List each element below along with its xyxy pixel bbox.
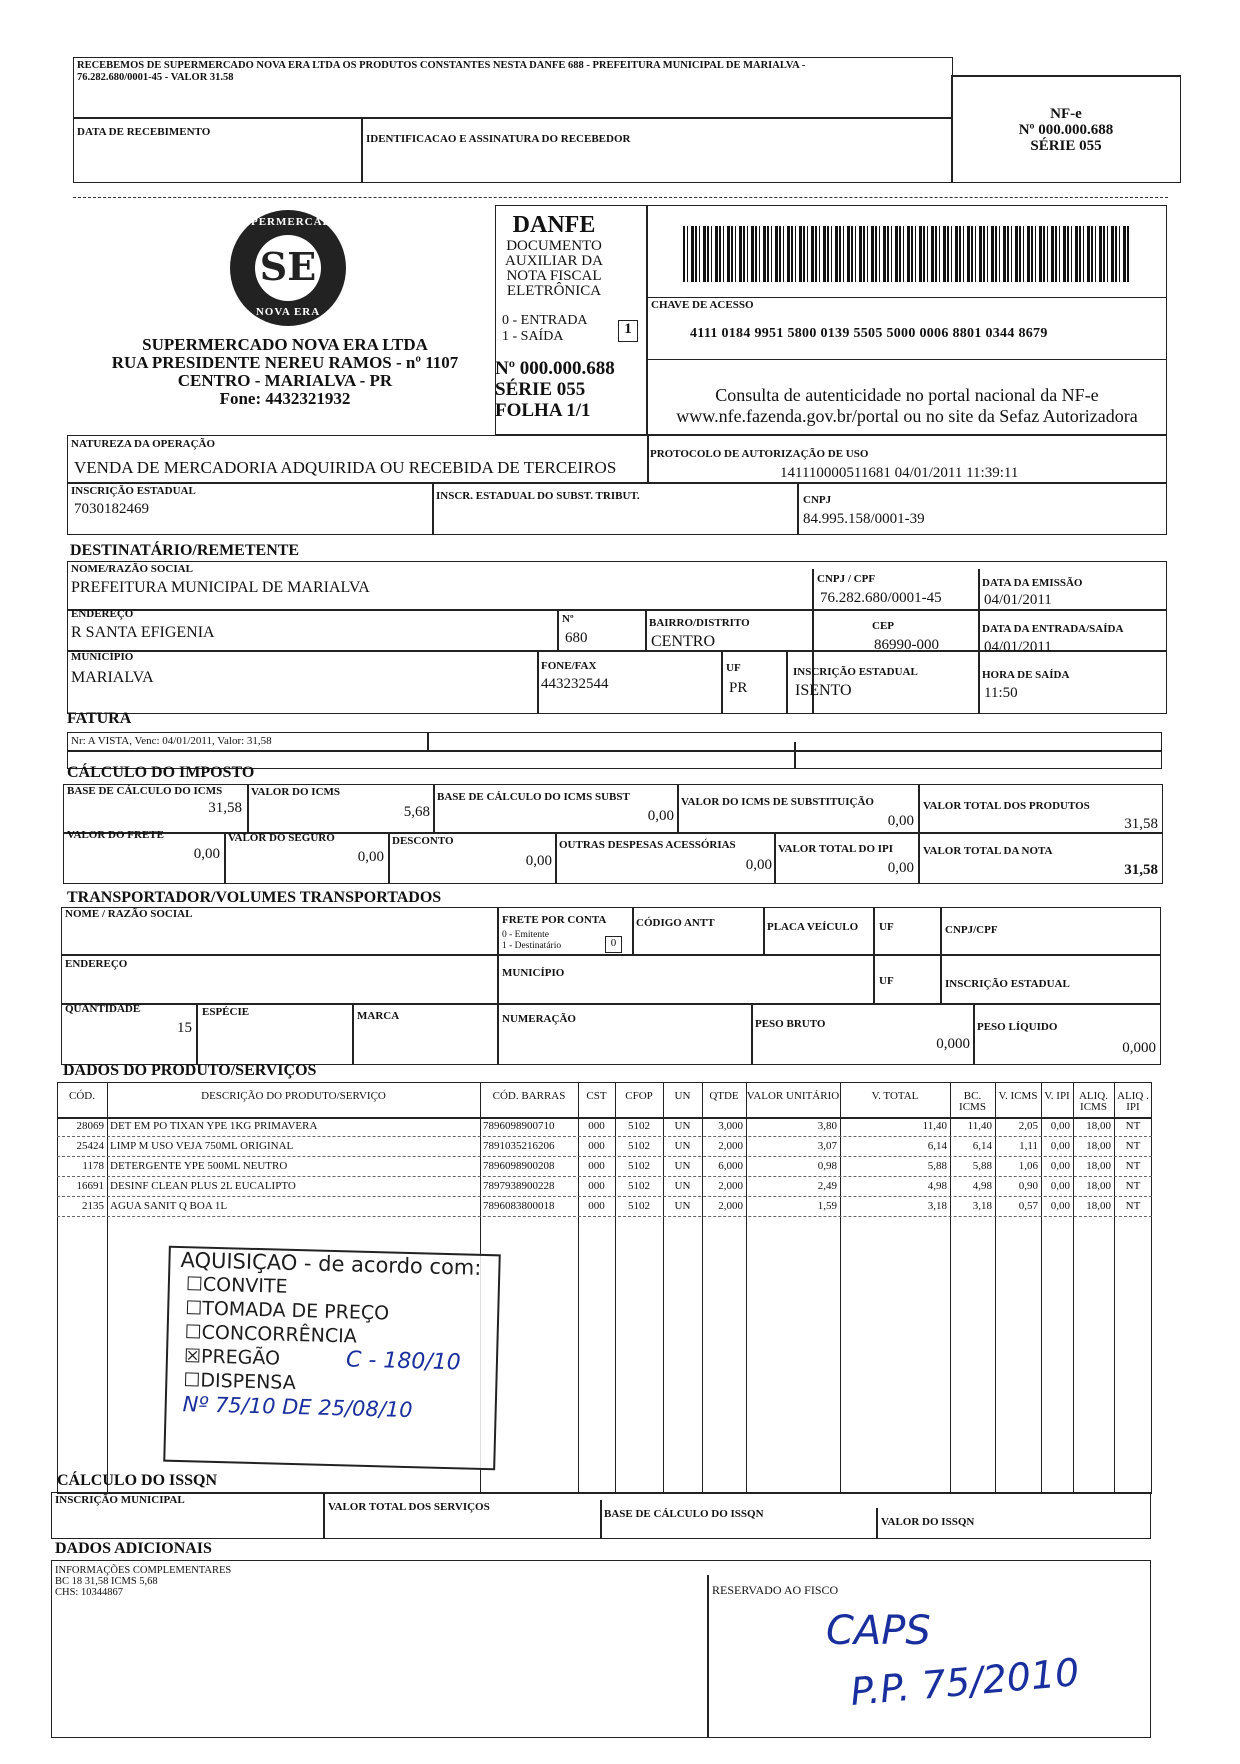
transp-peso-bruto-label: PESO BRUTO — [755, 1018, 826, 1030]
stamp-numero: Nº 75/10 DE 25/08/10 — [182, 1392, 413, 1423]
table-cell: NT — [1125, 1180, 1141, 1192]
table-cell: 0,90 — [1018, 1180, 1038, 1192]
dest-uf-label: UF — [726, 662, 741, 674]
table-cell: 0,57 — [1018, 1200, 1038, 1212]
transp-endereco-label: ENDEREÇO — [65, 958, 128, 970]
outras: 0,00 — [745, 857, 772, 873]
ie-value: 7030182469 — [74, 501, 149, 517]
seguro: 0,00 — [357, 849, 384, 865]
table-cell: 16691 — [76, 1180, 104, 1192]
table-cell: NT — [1125, 1140, 1141, 1152]
danfe-tipo: 1 — [618, 320, 638, 342]
table-cell: 1,06 — [1018, 1160, 1038, 1172]
logo-mono: SE — [259, 244, 317, 289]
table-cell: UN — [674, 1180, 691, 1192]
transp-frete-opts: 0 - Emitente 1 - Destinatário — [502, 930, 562, 951]
table-cell: 1178 — [82, 1160, 104, 1172]
table-cell: NT — [1125, 1160, 1141, 1172]
dest-fone-label: FONE/FAX — [541, 660, 597, 672]
issqn-bc-label: BASE DE CÁLCULO DO ISSQN — [604, 1508, 764, 1520]
dest-hora-label: HORA DE SAÍDA — [982, 669, 1070, 681]
table-cell: 5102 — [628, 1180, 650, 1192]
table-cell: 18,00 — [1086, 1140, 1111, 1152]
table-cell: 000 — [588, 1160, 605, 1172]
consulta-text: Consulta de autenticidade no portal nacional da NF-e www.nfe.fazenda.gov.br/portal ou no site da Sefaz Autorizadora — [676, 385, 1138, 426]
produto-header: CFOP — [625, 1090, 653, 1102]
table-cell: 7896098900208 — [483, 1160, 555, 1172]
produto-header: VALOR UNITÁRIO — [746, 1090, 840, 1102]
dest-nome-label: NOME/RAZÃO SOCIAL — [71, 563, 193, 575]
table-cell: UN — [674, 1140, 691, 1152]
frete-label: VALOR DO FRETE — [67, 829, 164, 841]
nota-label: VALOR TOTAL DA NOTA — [923, 845, 1053, 857]
issqn-vts-label: VALOR TOTAL DOS SERVIÇOS — [328, 1501, 490, 1513]
table-cell: 4,98 — [972, 1180, 992, 1192]
table-cell: DETERGENTE YPE 500ML NEUTRO — [110, 1160, 288, 1172]
table-cell: 5102 — [628, 1200, 650, 1212]
outras-label: OUTRAS DESPESAS ACESSÓRIAS — [559, 839, 736, 851]
natureza-label: NATUREZA DA OPERAÇÃO — [71, 438, 216, 450]
chave-value: 4111 0184 9951 5800 0139 5505 5000 0006 8801 0344 8679 — [690, 326, 1048, 341]
dest-hora: 11:50 — [984, 685, 1018, 701]
ipi-label: VALOR TOTAL DO IPI — [778, 843, 894, 855]
table-cell: 7897938900228 — [483, 1180, 555, 1192]
table-cell: UN — [674, 1120, 691, 1132]
ipi: 0,00 — [887, 860, 914, 876]
table-cell: 0,00 — [1050, 1140, 1070, 1152]
protocolo-label: PROTOCOLO DE AUTORIZAÇÃO DE USO — [650, 448, 869, 460]
transp-placa-label: PLACA VEÍCULO — [767, 921, 859, 933]
table-cell: 2,000 — [718, 1200, 743, 1212]
transp-especie-label: ESPÉCIE — [202, 1006, 250, 1018]
emitente-info: SUPERMERCADO NOVA ERA LTDA RUA PRESIDENTE NEREU RAMOS - nº 1107 CENTRO - MARIALVA - PR Fone: 4432321932 — [111, 335, 459, 408]
table-cell: 3,18 — [927, 1200, 947, 1212]
transp-frete-value: 0 — [605, 936, 622, 953]
desconto-label: DESCONTO — [392, 835, 454, 847]
produto-header: V. IPI — [1044, 1090, 1070, 1102]
transp-frete-label: FRETE POR CONTA — [502, 914, 607, 926]
table-cell: 000 — [588, 1200, 605, 1212]
transp-peso-liquido-label: PESO LÍQUIDO — [977, 1021, 1058, 1033]
table-row — [57, 1216, 1152, 1217]
table-cell: 11,40 — [922, 1120, 947, 1132]
table-row — [57, 1136, 1152, 1137]
barcode — [683, 226, 1131, 282]
transp-antt-label: CÓDIGO ANTT — [636, 917, 715, 929]
table-cell: 28069 — [76, 1120, 104, 1132]
transp-numeracao-label: NUMERAÇÃO — [502, 1013, 576, 1025]
v-icms: 5,68 — [403, 804, 430, 820]
dest-ie: ISENTO — [795, 682, 852, 699]
v-icms-label: VALOR DO ICMS — [251, 786, 341, 798]
produto-header: CÓD. BARRAS — [492, 1090, 566, 1102]
issqn-im-label: INSCRIÇÃO MUNICIPAL — [55, 1494, 185, 1506]
transp-uf-label: UF — [879, 921, 894, 933]
produto-header: BC. ICMS — [959, 1090, 986, 1113]
dest-ie-label: INSCRIÇÃO ESTADUAL — [793, 666, 918, 678]
table-cell: 000 — [588, 1180, 605, 1192]
nota: 31,58 — [1124, 862, 1158, 878]
table-cell: 3,18 — [972, 1200, 992, 1212]
dest-endereco-label: ENDEREÇO — [71, 608, 134, 620]
natureza-value: VENDA DE MERCADORIA ADQUIRIDA OU RECEBIDA DE TERCEIROS — [74, 458, 617, 477]
table-cell: 5,88 — [927, 1160, 947, 1172]
table-cell: 5,88 — [972, 1160, 992, 1172]
transp-peso-liquido: 0,000 — [1122, 1040, 1156, 1056]
dest-emissao: 04/01/2011 — [984, 592, 1052, 608]
table-cell: 5102 — [628, 1140, 650, 1152]
produto-header: DESCRIÇÃO DO PRODUTO/SERVIÇO — [201, 1090, 386, 1102]
produto-header: UN — [674, 1090, 691, 1102]
emitente-logo: SE SUPERMERCADO NOVA ERA — [230, 210, 346, 326]
v-st: 0,00 — [887, 813, 914, 829]
bc-icms-label: BASE DE CÁLCULO DO ICMS — [67, 785, 223, 797]
table-cell: NT — [1125, 1120, 1141, 1132]
table-cell: 6,14 — [972, 1140, 992, 1152]
table-cell: 18,00 — [1086, 1200, 1111, 1212]
protocolo-value: 141110000511681 04/01/2011 11:39:11 — [780, 465, 1019, 481]
dest-municipio-label: MUNICÍPIO — [71, 651, 134, 663]
table-cell: 5102 — [628, 1160, 650, 1172]
cut-line — [73, 197, 1168, 198]
transportador-section: TRANSPORTADOR/VOLUMES TRANSPORTADOS — [67, 889, 442, 906]
dest-emissao-label: DATA DA EMISSÃO — [982, 577, 1083, 589]
table-cell: 11,40 — [967, 1120, 992, 1132]
danfe-tipo-labels: 0 - ENTRADA 1 - SAÍDA — [502, 313, 588, 344]
produto-header: V. ICMS — [998, 1090, 1038, 1102]
table-cell: 2135 — [82, 1200, 104, 1212]
data-recebimento-label: DATA DE RECEBIMENTO — [77, 126, 211, 138]
produto-header: QTDE — [709, 1090, 739, 1102]
seguro-label: VALOR DO SEGURO — [228, 832, 335, 844]
frete: 0,00 — [193, 846, 220, 862]
stamp-handwritten-c: C - 180/10 — [345, 1347, 462, 1376]
produtos-section: DADOS DO PRODUTO/SERVIÇOS — [63, 1062, 317, 1079]
table-cell: 4,98 — [927, 1180, 947, 1192]
table-cell: 0,98 — [817, 1160, 837, 1172]
chave-label: CHAVE DE ACESSO — [651, 299, 754, 311]
table-cell: 3,000 — [718, 1120, 743, 1132]
table-cell: 0,00 — [1050, 1120, 1070, 1132]
ie-label: INSCRIÇÃO ESTADUAL — [71, 485, 196, 497]
dest-entrada-label: DATA DA ENTRADA/SAÍDA — [982, 623, 1124, 635]
transp-nome-label: NOME / RAZÃO SOCIAL — [65, 908, 193, 920]
table-cell: 18,00 — [1086, 1160, 1111, 1172]
produto-header: CST — [586, 1090, 607, 1102]
transp-peso-bruto: 0,000 — [936, 1036, 970, 1052]
aquisicao-stamp — [163, 1246, 501, 1471]
dest-fone: 443232544 — [541, 676, 609, 692]
canhoto-nfe: NF-e Nº 000.000.688 SÉRIE 055 — [1018, 106, 1114, 154]
danfe-numero: Nº 000.000.688 SÉRIE 055 FOLHA 1/1 — [495, 358, 615, 421]
produto-header: V. TOTAL — [871, 1090, 919, 1102]
v-st-label: VALOR DO ICMS DE SUBSTITUIÇÃO — [681, 796, 874, 808]
issqn-v-label: VALOR DO ISSQN — [881, 1516, 975, 1528]
handwritten-caps: CAPS — [826, 1608, 931, 1654]
table-cell: 2,000 — [718, 1180, 743, 1192]
issqn-section: CÁLCULO DO ISSQN — [57, 1472, 218, 1489]
transp-marca-label: MARCA — [357, 1010, 400, 1022]
transp-ie-label: INSCRIÇÃO ESTADUAL — [945, 978, 1070, 990]
table-cell: 000 — [588, 1120, 605, 1132]
table-cell: 0,00 — [1050, 1180, 1070, 1192]
bc-st: 0,00 — [647, 808, 674, 824]
info-complementares: INFORMAÇÕES COMPLEMENTARES BC 18 31,58 ICMS 5,68 CHS: 10344867 — [55, 1565, 232, 1598]
produto-header: ALIQ . IPI — [1117, 1090, 1149, 1113]
table-cell: LIMP M USO VEJA 750ML ORIGINAL — [110, 1140, 294, 1152]
table-cell: 3,80 — [817, 1120, 837, 1132]
stamp-opt-tomada: ☐TOMADA DE PREÇO — [184, 1297, 390, 1325]
fatura-section: FATURA — [67, 710, 132, 727]
stamp-opt-convite: ☐CONVITE — [185, 1273, 288, 1298]
transp-municipio-label: MUNICÍPIO — [502, 967, 565, 979]
transp-qtd: 15 — [177, 1020, 192, 1036]
table-row — [57, 1156, 1152, 1157]
table-cell: 0,00 — [1050, 1160, 1070, 1172]
table-cell: 18,00 — [1086, 1120, 1111, 1132]
desconto: 0,00 — [525, 853, 552, 869]
adicionais-section: DADOS ADICIONAIS — [55, 1540, 212, 1557]
dest-numero: 680 — [565, 630, 588, 646]
produto-header: CÓD. — [69, 1090, 95, 1102]
table-cell: 0,00 — [1050, 1200, 1070, 1212]
imposto-section: CÁLCULO DO IMPOSTO — [67, 764, 255, 781]
table-cell: 7891035216206 — [483, 1140, 555, 1152]
transp-uf2-label: UF — [879, 975, 894, 987]
natureza-box — [67, 435, 1167, 535]
v-prod: 31,58 — [1124, 816, 1158, 832]
fisco-label: RESERVADO AO FISCO — [712, 1583, 839, 1597]
bc-st-label: BASE DE CÁLCULO DO ICMS SUBST — [437, 791, 630, 803]
cnpj-value: 84.995.158/0001-39 — [803, 511, 925, 527]
handwritten-pp: P.P. 75/2010 — [848, 1650, 1081, 1714]
table-cell: 6,000 — [718, 1160, 743, 1172]
table-row — [57, 1196, 1152, 1197]
produto-header: ALIQ. ICMS — [1078, 1090, 1109, 1113]
table-cell: 25424 — [76, 1140, 104, 1152]
ie-st-label: INSCR. ESTADUAL DO SUBST. TRIBUT. — [436, 490, 640, 502]
table-cell: 7896083800018 — [483, 1200, 555, 1212]
stamp-opt-pregao-row: ☒PREGÃO C - 180/10 — [183, 1345, 462, 1376]
table-cell: UN — [674, 1160, 691, 1172]
dest-entrada: 04/01/2011 — [984, 639, 1052, 655]
stamp-title: AQUISIÇAO - de acordo com: — [180, 1248, 482, 1280]
dest-cep: 86990-000 — [874, 637, 939, 653]
table-cell: 1,59 — [817, 1200, 837, 1212]
table-cell: DET EM PO TIXAN YPE 1KG PRIMAVERA — [110, 1120, 318, 1132]
table-cell: 1,11 — [1019, 1140, 1038, 1152]
table-cell: NT — [1125, 1200, 1141, 1212]
table-cell: 18,00 — [1086, 1180, 1111, 1192]
danfe-title: DANFE DOCUMENTO AUXILIAR DA NOTA FISCAL ELETRÔNICA — [505, 212, 603, 299]
dest-bairro: CENTRO — [651, 633, 715, 650]
v-prod-label: VALOR TOTAL DOS PRODUTOS — [923, 800, 1090, 812]
dest-cnpj-label: CNPJ / CPF — [817, 573, 876, 585]
table-cell: 2,05 — [1018, 1120, 1038, 1132]
dest-cep-label: CEP — [872, 620, 894, 632]
table-cell: UN — [674, 1200, 691, 1212]
transp-qtd-label: QUANTIDADE — [65, 1003, 141, 1015]
dest-municipio: MARIALVA — [71, 669, 154, 686]
table-cell: 5102 — [628, 1120, 650, 1132]
table-cell: 7896098900710 — [483, 1120, 555, 1132]
dest-endereco: R SANTA EFIGENIA — [71, 624, 215, 641]
dest-cnpj: 76.282.680/0001-45 — [820, 590, 942, 606]
table-cell: AGUA SANIT Q BOA 1L — [110, 1200, 228, 1212]
table-cell: 3,07 — [817, 1140, 837, 1152]
canhoto-text: RECEBEMOS DE SUPERMERCADO NOVA ERA LTDA OS PRODUTOS CONSTANTES NESTA DANFE 688 - PREFEITURA MUNICIPAL DE MARIALVA - 76.282.680/0001-45 - VALOR 31.58 — [77, 60, 806, 83]
dest-numero-label: Nº — [562, 613, 574, 625]
fatura-value: Nr: A VISTA, Venc: 04/01/2011, Valor: 31,58 — [71, 735, 272, 747]
bc-icms: 31,58 — [208, 800, 242, 816]
transp-cnpj-label: CNPJ/CPF — [945, 924, 998, 936]
table-cell: 2,000 — [718, 1140, 743, 1152]
table-cell: 000 — [588, 1140, 605, 1152]
table-row — [57, 1176, 1152, 1177]
table-cell: 6,14 — [927, 1140, 947, 1152]
destinatario-section: DESTINATÁRIO/REMETENTE — [70, 542, 300, 559]
identificacao-label: IDENTIFICACAO E ASSINATURA DO RECEBEDOR — [366, 133, 631, 145]
dest-bairro-label: BAIRRO/DISTRITO — [649, 617, 750, 629]
table-cell: DESINF CLEAN PLUS 2L EUCALIPTO — [110, 1180, 296, 1192]
dest-nome: PREFEITURA MUNICIPAL DE MARIALVA — [71, 579, 370, 596]
cnpj-label: CNPJ — [803, 494, 832, 506]
stamp-opt-dispensa: ☐DISPENSA — [183, 1369, 297, 1395]
dest-uf: PR — [729, 680, 748, 696]
stamp-opt-concorrencia: ☐CONCORRÊNCIA — [184, 1321, 358, 1348]
table-cell: 2,49 — [817, 1180, 837, 1192]
